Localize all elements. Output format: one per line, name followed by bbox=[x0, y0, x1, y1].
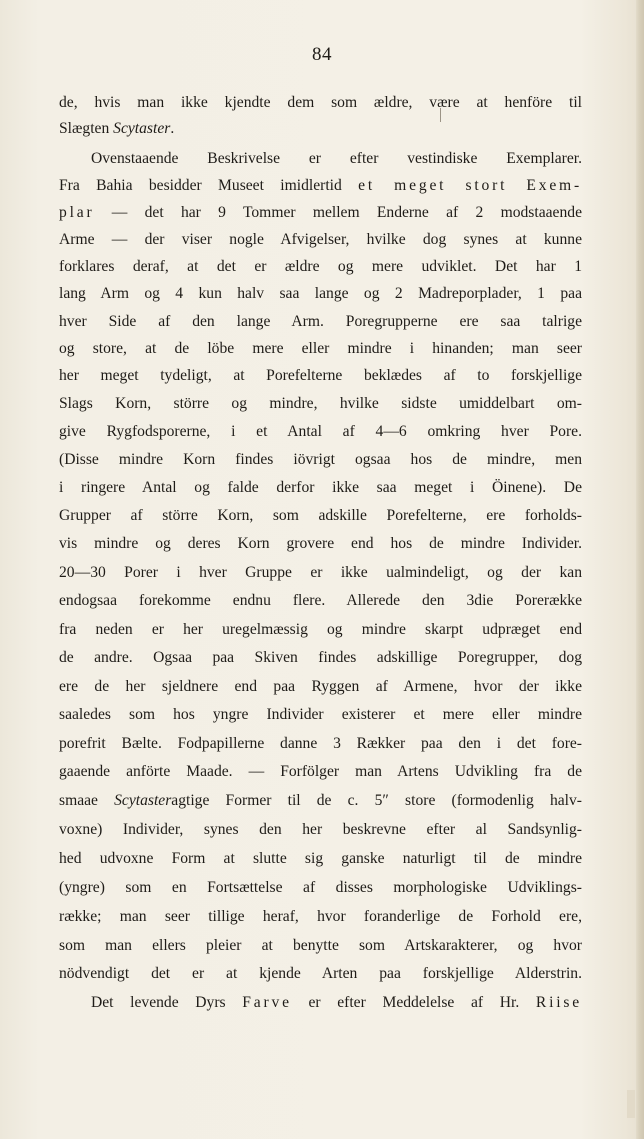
text-line-10: og store, at de löbe mere eller mindre i hinanden; man seer bbox=[59, 340, 582, 357]
text-line-24: porefrit Bælte. Fodpapillerne danne 3 Rækker paa den i det fore- bbox=[59, 735, 582, 752]
text-fragment: Fra Bahia besidder Museet imidlertid bbox=[59, 177, 359, 194]
text-fragment: er efter Meddelelse af Hr. bbox=[291, 994, 536, 1011]
text-line-18: 20—30 Porer i hver Gruppe er ikke ualmindeligt, og der kan bbox=[59, 564, 582, 581]
emphasis-farve: Farve bbox=[242, 994, 292, 1011]
text-line-25: gaaende anförte Maade. — Forfölger man Artens Udvikling fra de bbox=[59, 763, 582, 780]
text-fragment: — det har 9 Tommer mellem Enderne af 2 modstaaende bbox=[94, 204, 582, 221]
text-fragment: Slægten bbox=[59, 120, 114, 137]
text-line-21: de andre. Ogsaa paa Skiven findes adskillige Poregrupper, dog bbox=[59, 649, 582, 666]
text-line-33 bbox=[91, 992, 582, 1014]
emphasis-plar: plar bbox=[59, 204, 95, 221]
text-line-26 bbox=[59, 790, 582, 812]
text-line-4 bbox=[59, 175, 582, 197]
text-line-3: Ovenstaaende Beskrivelse er efter vestindiske Exemplarer. bbox=[91, 150, 582, 167]
page-edge bbox=[636, 0, 644, 1139]
text-line-14: (Disse mindre Korn findes iövrigt ogsaa hos de mindre, men bbox=[59, 451, 582, 468]
text-line-1: de, hvis man ikke kjendte dem som ældre, være at henföre til bbox=[59, 94, 582, 111]
text-fragment: smaae bbox=[59, 792, 115, 809]
text-line-29: (yngre) som en Fortsættelse af disses morphologiske Udviklings- bbox=[59, 879, 582, 896]
text-line-16: Grupper af större Korn, som adskille Porefelterne, ere forholds- bbox=[59, 507, 582, 524]
genus-name-scytaster-2: Scytaster bbox=[114, 792, 172, 809]
text-line-8: lang Arm og 4 kun halv saa lange og 2 Madreporplader, 1 paa bbox=[59, 285, 582, 302]
text-line-6: Arme — der viser nogle Afvigelser, hvilke dog synes at kunne bbox=[59, 231, 582, 248]
text-line-22: ere de her sjeldnere end paa Ryggen af Armene, hvor der ikke bbox=[59, 678, 582, 695]
text-line-2 bbox=[59, 118, 174, 140]
text-fragment: agtige Former til de c. 5″ store (formodenlig halv- bbox=[171, 792, 582, 809]
text-line-20: fra neden er her uregelmæssig og mindre skarpt udpræget end bbox=[59, 621, 582, 638]
text-line-15: i ringere Antal og falde derfor ikke saa meget i Öinene). De bbox=[59, 479, 582, 496]
text-line-31: som man ellers pleier at benytte som Artskarakterer, og hvor bbox=[59, 937, 582, 954]
text-line-30: række; man seer tillige heraf, hvor foranderlige de Forhold ere, bbox=[59, 908, 582, 925]
text-line-7: forklares deraf, at det er ældre og mere udviklet. Det har 1 bbox=[59, 258, 582, 275]
page-number: 84 bbox=[312, 44, 332, 65]
text-line-23: saaledes som hos yngre Individer existerer et mere eller mindre bbox=[59, 706, 582, 723]
text-line-28: hed udvoxne Form at slutte sig ganske naturligt til de mindre bbox=[59, 850, 582, 867]
text-line-12: Slags Korn, större og mindre, hvilke sidste umiddelbart om- bbox=[59, 395, 582, 412]
text-line-11: her meget tydeligt, at Porefelterne beklædes af to forskjellige bbox=[59, 367, 582, 384]
genus-name-scytaster: Scytaster bbox=[113, 120, 171, 137]
emphasis-stort-exemplar: et meget stort Exem- bbox=[358, 177, 582, 194]
text-fragment: . bbox=[170, 120, 175, 137]
text-fragment: Det levende Dyrs bbox=[91, 994, 243, 1011]
text-line-13: give Rygfodsporerne, i et Antal af 4—6 omkring hver Pore. bbox=[59, 423, 582, 440]
text-line-32: nödvendigt det er at kjende Arten paa forskjellige Alderstrin. bbox=[59, 965, 582, 982]
text-line-5 bbox=[59, 202, 582, 224]
emphasis-riise: Riise bbox=[535, 994, 582, 1011]
text-line-9: hver Side af den lange Arm. Poregrupperne ere saa talrige bbox=[59, 313, 582, 330]
text-line-19: endogsaa forekomme endnu flere. Allerede den 3die Porerække bbox=[59, 592, 582, 609]
text-line-27: voxne) Individer, synes den her beskrevne efter al Sandsynlig- bbox=[59, 821, 582, 838]
text-line-17: vis mindre og deres Korn grovere end hos de mindre Individer. bbox=[59, 535, 582, 552]
paper-smudge bbox=[627, 1090, 635, 1118]
